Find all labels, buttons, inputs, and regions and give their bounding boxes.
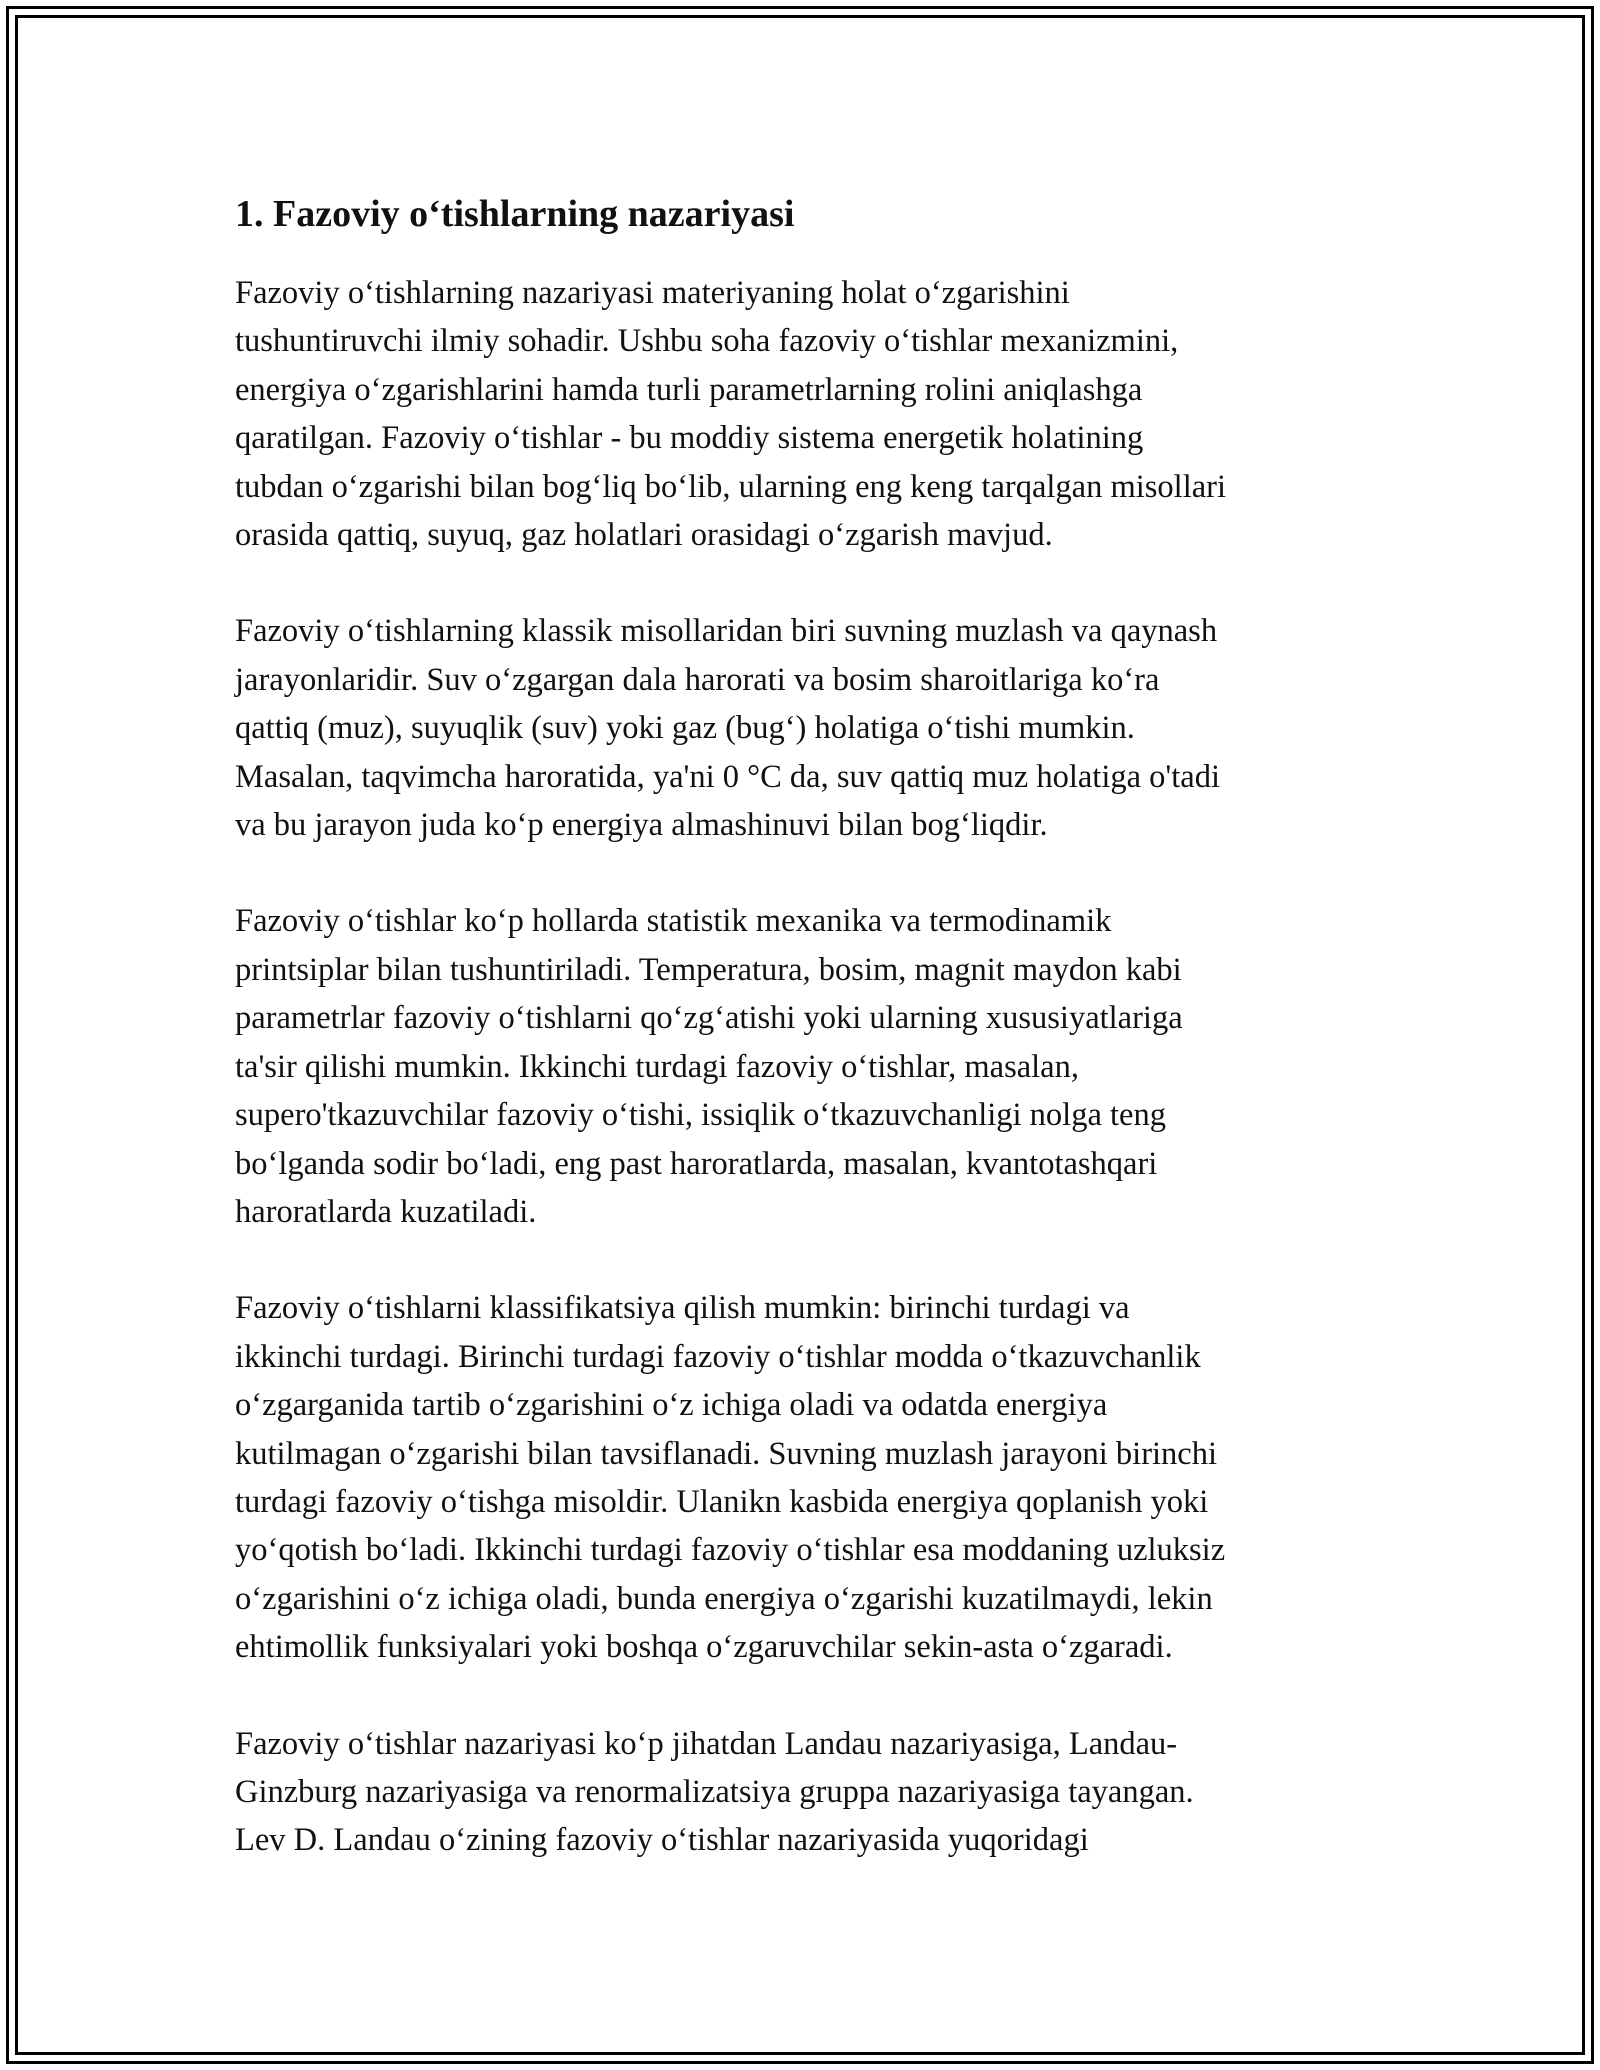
paragraph-3: Fazoviy o‘tishlar ko‘p hollarda statistik mexanika va termodinamik printsiplar bilan tushuntiriladi. Temperatura, bosim, magnit maydon kabi parametrlar fazoviy o‘tishlarni qo‘zg‘atishi yoki ularning xususiyatlariga ta'sir qilishi mumkin. Ikkinchi turdagi fazoviy o‘tishlar, masalan, supero'tkazuvchilar fazoviy o‘tishi, issiqlik o‘tkazuvchanligi nolga teng bo‘lganda sodir bo‘ladi, eng past haroratlarda, masalan, kvantotashqari haroratlarda kuzatiladi. [235, 903, 1183, 1230]
document-body [235, 187, 1365, 1865]
section-heading: 1. Fazoviy o‘tishlarning nazariyasi [235, 193, 795, 235]
paragraph-2: Fazoviy o‘tishlarning klassik misollaridan biri suvning muzlash va qaynash jarayonlaridir. Suv o‘zgargan dala harorati va bosim sharoitlariga ko‘ra qattiq (muz), suyuqlik (suv) yoki gaz (bug‘) holatiga o‘tishi mumkin. Masalan, taqvimcha haroratida, ya'ni 0 °C da, suv qattiq muz holatiga o'tadi va bu jarayon juda ko‘p energiya almashinuvi bilan bog‘liqdir. [235, 613, 1220, 844]
paragraph-5: Fazoviy o‘tishlar nazariyasi ko‘p jihatdan Landau nazariyasiga, Landau- Ginzburg nazariyasiga va renormalizatsiya gruppa nazariyasiga tayangan. Lev D. Landau o‘zining fazoviy o‘tishlar nazariyasida yuqoridagi [235, 1725, 1194, 1859]
paragraph-1: Fazoviy o‘tishlarning nazariyasi materiyaning holat o‘zgarishini tushuntiruvchi ilmiy sohadir. Ushbu soha fazoviy o‘tishlar mexanizmini, energiya o‘zgarishlarini hamda turli parametrlarning rolini aniqlashga qaratilgan. Fazoviy o‘tishlar - bu moddiy sistema energetik holatining tubdan o‘zgarishi bilan bog‘liq bo‘lib, ularning eng keng tarqalgan misollari orasida qattiq, suyuq, gaz holatlari orasidagi o‘zgarish mavjud. [235, 275, 1227, 554]
paragraph-4: Fazoviy o‘tishlarni klassifikatsiya qilish mumkin: birinchi turdagi va ikkinchi turdagi. Birinchi turdagi fazoviy o‘tishlar modda o‘tkazuvchanlik o‘zgarganida tartib o‘zgarishini o‘z ichiga oladi va odatda energiya kutilmagan o‘zgarishi bilan tavsiflanadi. Suvning muzlash jarayoni birinchi turdagi fazoviy o‘tishga misoldir. Ulanikn kasbida energiya qoplanish yoki yo‘qotish bo‘ladi. Ikkinchi turdagi fazoviy o‘tishlar esa moddaning uzluksiz o‘zgarishini o‘z ichiga oladi, bunda energiya o‘zgarishi kuzatilmaydi, lekin ehtimollik funksiyalari yoki boshqa o‘zgaruvchilar sekin-asta o‘zgaradi. [235, 1290, 1226, 1666]
